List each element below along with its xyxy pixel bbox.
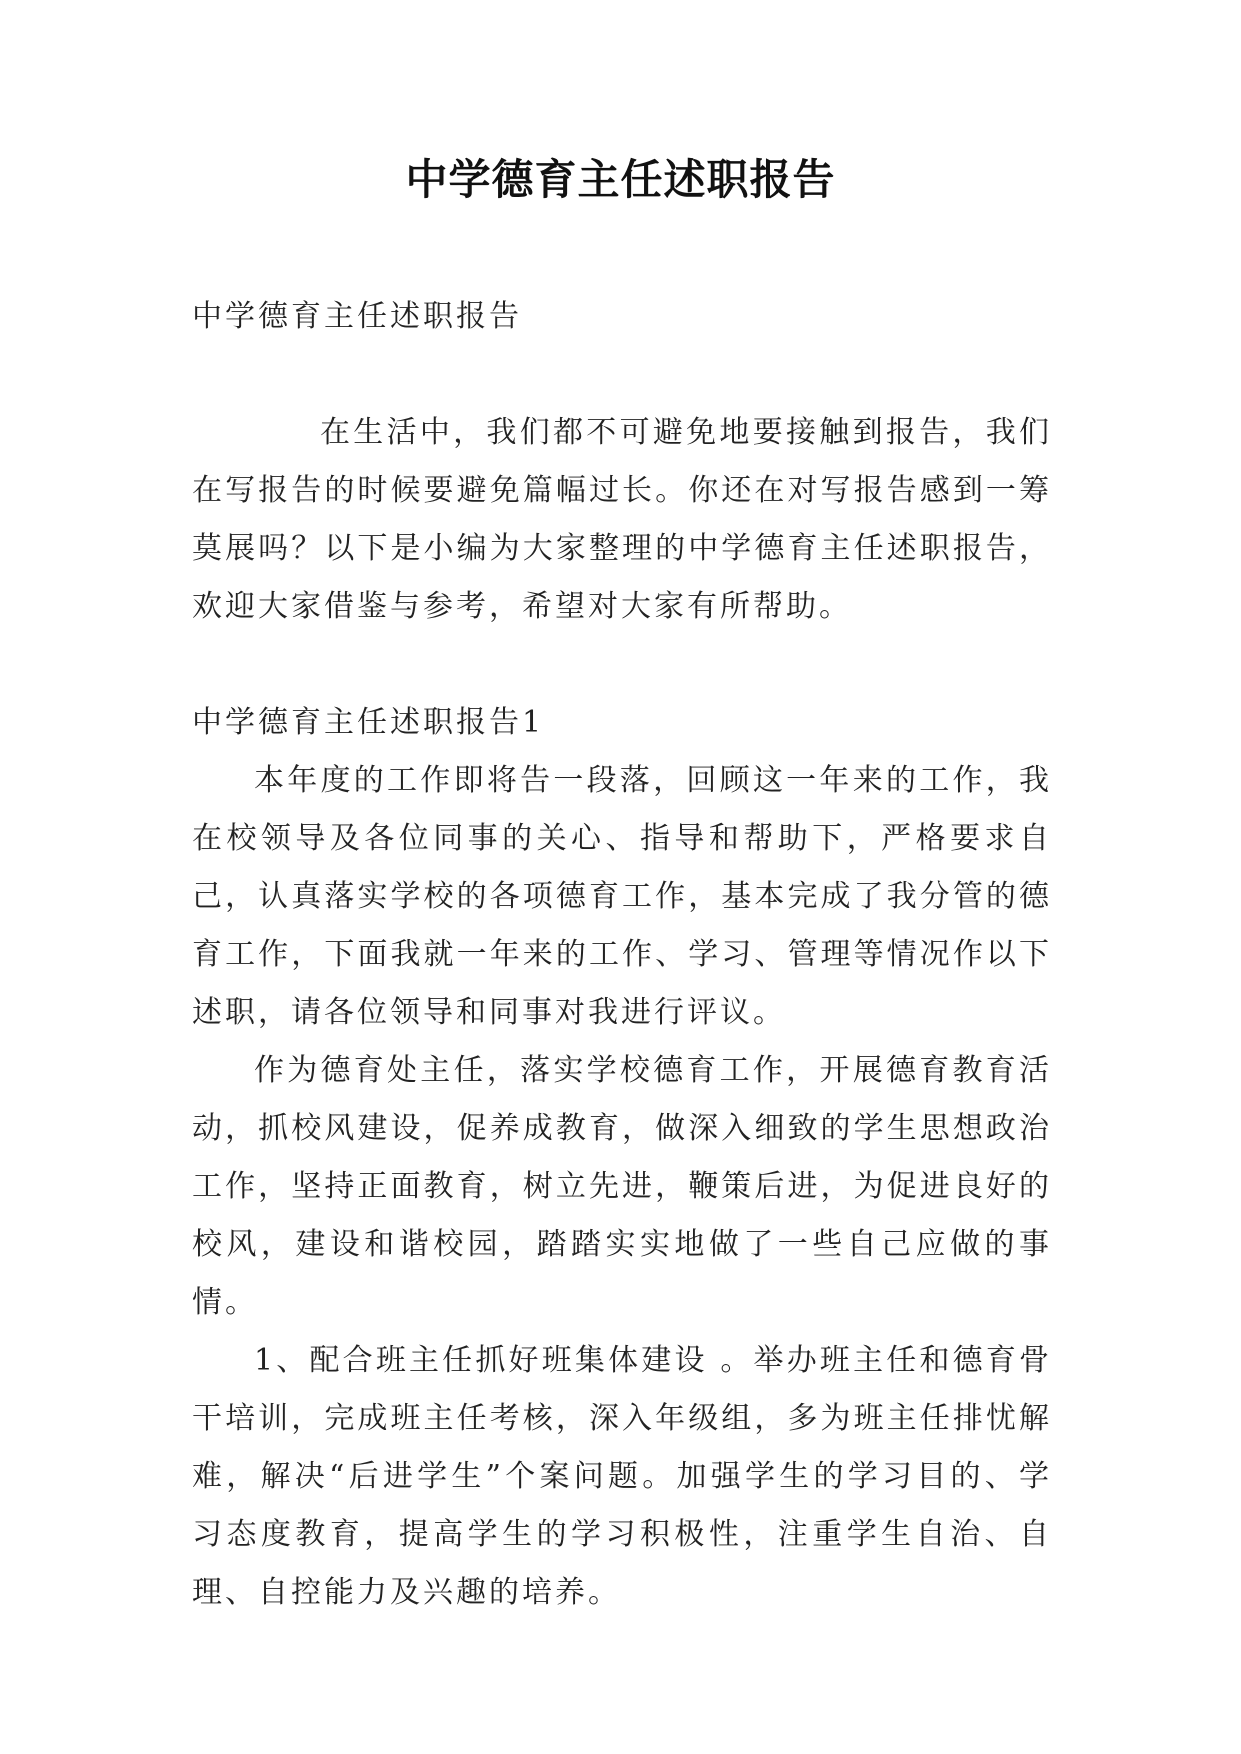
body-paragraph-3: 1、配合班主任抓好班集体建设 。举办班主任和德育骨干培训，完成班主任考核，深入年级组，多为班主任排忧解难，解决“后进学生”个案问题。加强学生的学习目的、学习态度教育，提高学生的学习积极性，注重学生自治、自理、自控能力及兴趣的培养。 [192,1343,1052,1610]
intro-paragraph: 在生活中，我们都不可避免地要接触到报告，我们在写报告的时候要避免篇幅过长。你还在对写报告感到一筹莫展吗？以下是小编为大家整理的中学德育主任述职报告，欢迎大家借鉴与参考，希望对大家有所帮助。 [192,415,1052,624]
section-heading: 中学德育主任述职报告1 [192,705,545,740]
document-subtitle: 中学德育主任述职报告 [192,299,522,334]
body-paragraph-1: 本年度的工作即将告一段落，回顾这一年来的工作，我在校领导及各位同事的关心、指导和帮助下，严格要求自己，认真落实学校的各项德育工作，基本完成了我分管的德育工作，下面我就一年来的工作、学习、管理等情况作以下述职，请各位领导和同事对我进行评议。 [192,763,1052,1030]
document-title: 中学德育主任述职报告 [405,155,836,204]
body-paragraph-2: 作为德育处主任，落实学校德育工作，开展德育教育活动，抓校风建设，促养成教育，做深入细致的学生思想政治工作，坚持正面教育，树立先进，鞭策后进，为促进良好的校风，建设和谐校园，踏踏实实地做了一些自己应做的事情。 [192,1053,1052,1320]
document-body [192,288,1052,1622]
